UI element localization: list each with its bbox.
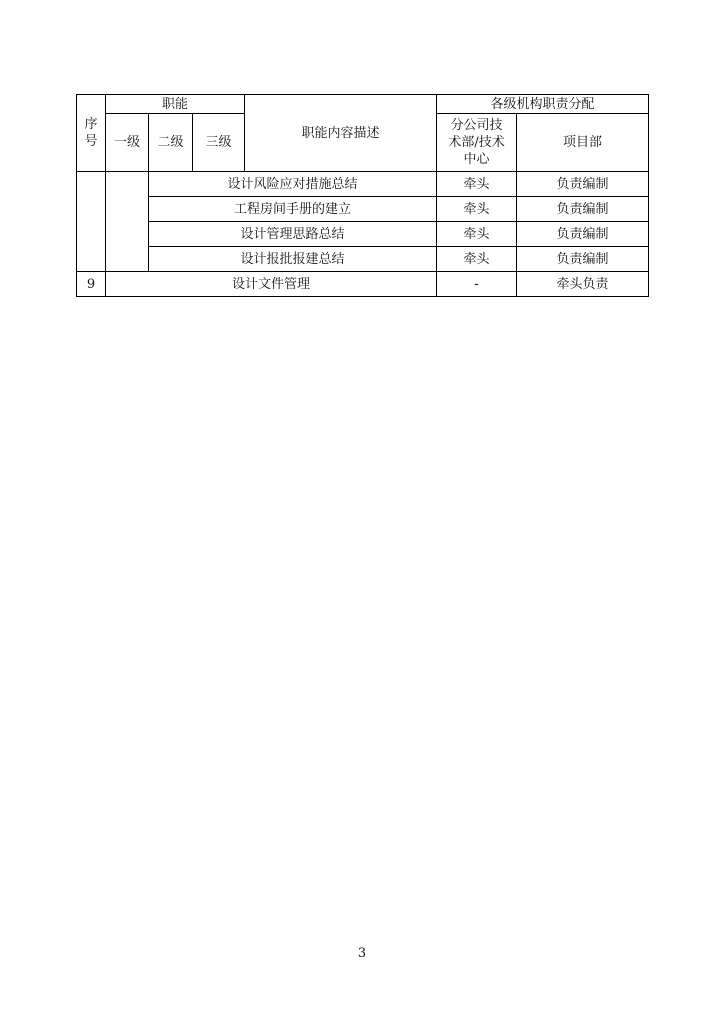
table-row: [77, 222, 649, 247]
table-row: [77, 172, 649, 197]
header-description: 职能内容描述: [245, 95, 437, 172]
table-row: [77, 247, 649, 272]
row-level1: [106, 172, 149, 272]
row-description: 设计风险应对措施总结: [149, 172, 437, 197]
table-row: [77, 272, 649, 297]
row-branch-tech: 牵头: [437, 197, 517, 222]
row-description: 设计报批报建总结: [149, 247, 437, 272]
row-branch-tech: 牵头: [437, 222, 517, 247]
row-project-dept: 负责编制: [517, 222, 649, 247]
row-project-dept: 负责编制: [517, 247, 649, 272]
row-seq: 9: [77, 272, 106, 297]
header-project-dept: 项目部: [517, 114, 649, 172]
row-description: 工程房间手册的建立: [149, 197, 437, 222]
header-function-group: 职能: [106, 95, 245, 114]
header-row-1: [77, 95, 649, 114]
table-row: [77, 197, 649, 222]
row-project-dept: 牵头负责: [517, 272, 649, 297]
row-branch-tech: -: [437, 272, 517, 297]
row-seq: [77, 172, 106, 272]
header-allocation-group: 各级机构职责分配: [437, 95, 649, 114]
header-level3: 三级: [193, 114, 245, 172]
header-level2: 二级: [149, 114, 193, 172]
page-number: 3: [357, 946, 367, 961]
responsibility-table: [76, 94, 649, 297]
row-project-dept: 负责编制: [517, 172, 649, 197]
header-seq: 序号: [77, 95, 106, 172]
row-branch-tech: 牵头: [437, 247, 517, 272]
row-description: 设计文件管理: [106, 272, 437, 297]
row-branch-tech: 牵头: [437, 172, 517, 197]
row-project-dept: 负责编制: [517, 197, 649, 222]
header-branch-tech: 分公司技术部/技术中心: [437, 114, 517, 172]
header-level1: 一级: [106, 114, 149, 172]
row-description: 设计管理思路总结: [149, 222, 437, 247]
